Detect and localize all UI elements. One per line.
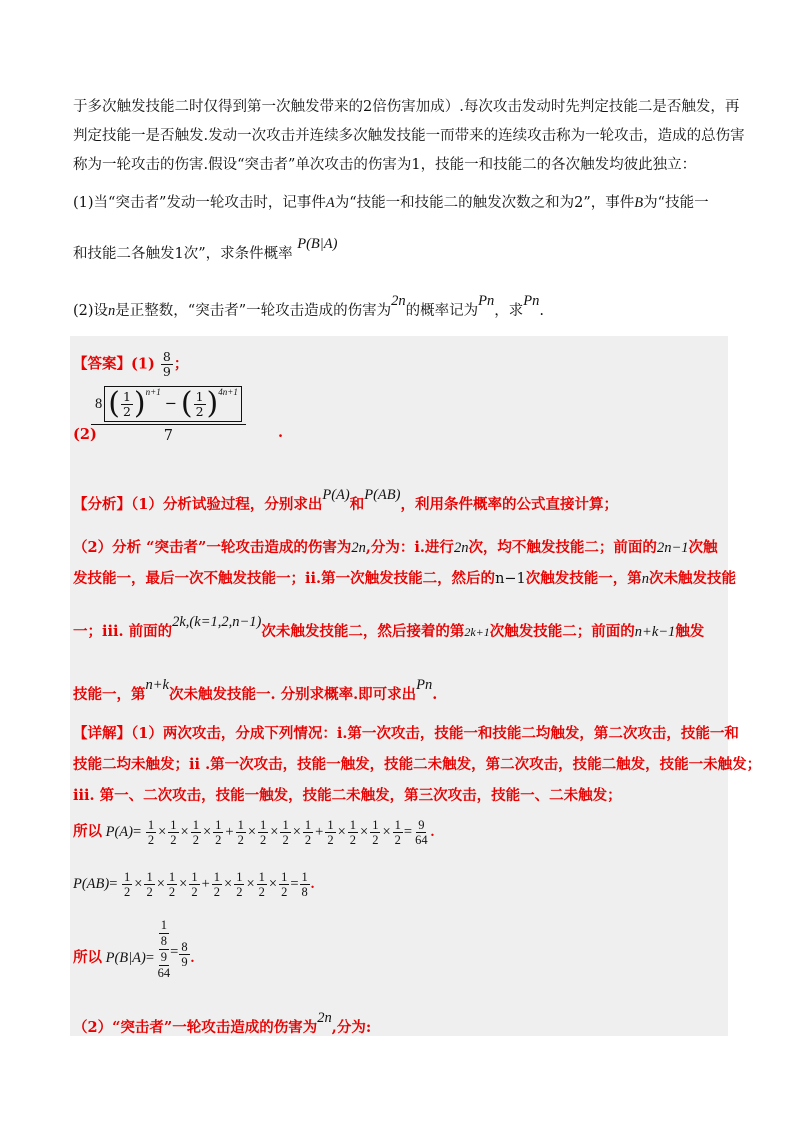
operator: × [360,823,369,840]
question-1-line-2 [73,236,730,265]
half-fraction [146,818,156,847]
answer-2-fraction [91,386,246,445]
q2-mid2: 的概率记为 [405,303,479,319]
operator: × [382,823,391,840]
analysis-label: 【分析】 [73,496,131,513]
pab-expr: P(AB) [364,487,401,503]
half-num: 1 [170,818,177,832]
q2-pn: Pn [478,293,495,309]
half-den: 2 [146,885,153,899]
half-num: 1 [282,818,289,832]
answer-1-den: 9 [162,364,171,379]
half-num: 1 [372,818,379,832]
half-den: 2 [281,885,288,899]
q2-pre: (2)设 [73,303,109,319]
analysis-line-4: 一；iii. 前面的2k,(k=1,2,n−1)次未触发技能二，然后接着的第2k+1次触发技能二；前面的n+k−1触发 [73,614,705,640]
half-den: 2 [192,833,199,847]
q1-text-pre: (1)当“突击者”发动一轮攻击时，记事件 [73,195,326,211]
detail-part-2: （2）“突击者”一轮攻击造成的伤害为2n,分为: [73,1010,372,1036]
half-num: 1 [327,818,334,832]
q2-pn-2: Pn [523,293,540,309]
half-num: 1 [304,818,312,832]
half-den: 2 [147,833,155,847]
pba-formula: 所以 P(B|A)= 1 8 9 64 = $\frac{8}{9}$ . [73,918,195,980]
half-den: 2 [168,885,176,899]
half-fraction [393,818,403,847]
half-den: 2 [349,833,356,847]
half-den: 2 [124,885,131,899]
q2-post: ，求 [494,303,524,319]
q1-text-post: 为“技能一 [643,195,709,211]
half-num: 1 [281,870,288,884]
half-fraction [144,870,154,899]
operator: × [268,875,278,892]
detail-line-2: 技能二均未触发；ii .第一次攻击，技能一触发，技能二未触发，第二次攻击，技能二触发，技能一未触发； [73,756,762,773]
half-num: 1 [124,870,131,884]
operator: × [247,823,256,840]
half-den: 2 [191,885,198,899]
half-den: 2 [282,833,289,847]
problem-line-2: 判定技能一是否触发.发动一次攻击并连续多次触发技能一而带来的连续攻击称为一轮攻击，造成的总伤害 [73,128,745,144]
answer-line-2 [73,386,730,456]
half-fraction [213,818,223,847]
half-den: 2 [260,833,267,847]
detail-line-3: iii. 第一、二次攻击，技能一触发，技能二未触发，第三次攻击，技能一、二未触发； [73,787,622,804]
half-fraction [189,870,199,899]
half-1: $\frac{1}{2}$ [122,388,131,419]
event-a: A [325,195,335,211]
answer-line-1 [73,350,730,379]
conditional-probability-expr: P(B|A) [297,236,338,252]
q2-mid: 是正整数，“突击者”一轮攻击造成的伤害为 [115,303,392,319]
analysis-line-3: 发技能一，最后一次不触发技能一；ii.第一次触发技能二，然后的n−1次触发技能一，第n次未触发技能 [73,570,737,587]
answer-2-numerator [91,386,246,425]
problem-line-3: 称为一轮攻击的伤害.假设“突击者”单次攻击的伤害为1，技能一和技能二的各次触发均彼此独立： [73,157,697,173]
half-num: 1 [146,870,153,884]
question-1-line-1 [73,192,730,214]
half-fraction [257,870,267,899]
half-fraction [348,818,358,847]
operator: × [179,875,188,892]
analysis-line-1: 【分析】（1）分析试验过程，分别求出P(A)和P(AB)，利用条件概率的公式直接计算； [73,487,618,513]
half-den: 2 [304,833,312,847]
half-den: 2 [213,885,221,899]
half-num: 1 [215,818,222,832]
operator: × [202,823,212,840]
half-num: 1 [258,870,265,884]
operator: + [225,823,234,840]
half-fraction [325,818,335,847]
pab-result: $\frac{1}{8}$ [301,870,308,899]
half-num: 1 [147,818,155,832]
operator: × [180,823,189,840]
operator: × [246,875,255,892]
half-2: $\frac{1}{2}$ [195,388,204,419]
half-den: 2 [372,833,379,847]
answer-2-denominator: 7 [163,428,174,444]
answer-1-end: ； [173,355,189,373]
answer-2-bracket: ( $\frac{1}{2}$ ) $^{n+1}$ − ( $\frac{1}{2}$ ) $^{4n+1}$ [104,386,242,422]
half-den: 2 [237,833,244,847]
half-fraction [234,870,244,899]
half-num: 1 [191,870,198,884]
half-num: 1 [237,818,244,832]
operator: + [201,875,210,892]
operator: × [292,823,301,840]
operator: × [270,823,279,840]
half-fraction [370,818,380,847]
answer-2-end: . [278,424,284,441]
operator: × [158,823,167,840]
half-num: 1 [192,818,199,832]
half-den: 2 [236,885,243,899]
problem-line-1: 于多次触发技能二时仅得到第一次触发带来的2倍伤害加成）.每次攻击发动时先判定技能二是否触发，再 [73,99,740,115]
half-fraction [236,818,246,847]
compound-fraction: 1 8 9 64 [157,918,171,980]
half-num: 1 [213,870,221,884]
q1-text-2: 和技能二各触发1次”，求条件概率 [73,246,293,262]
half-den: 2 [394,833,401,847]
answer-2-coef: 8 [95,396,103,412]
half-fraction [168,818,178,847]
answer-1-num: 8 [162,349,171,364]
half-fraction [167,870,177,899]
exp-1: n+1 [145,387,161,397]
half-den: 2 [215,833,222,847]
event-b: B [634,195,644,211]
pa-result: $\frac{9}{64}$ [415,818,428,847]
answer-1-fraction [161,350,173,379]
half-num: 1 [260,818,267,832]
half-fraction [191,818,201,847]
half-num: 1 [394,818,401,832]
analysis-line-5: 技能一，第n+k次未触发技能一. 分别求概率.即可求出Pn. [73,677,438,703]
half-num: 1 [236,870,243,884]
pa-expr: P(A) [322,487,350,503]
pab-formula: P(AB)= $\frac{1}{2}$ × $\frac{1}{2}$ × $\frac{1}{2}$ × $\frac{1}{2}$ + $\frac{1}{2}$ × $\frac{1}{2}$ × $\frac{1}{2}$ × $\frac{1}{2}$ = $\frac{1}{8}$ . [73,870,315,899]
exp-2: 4n+1 [218,387,238,397]
q2-damage-2n: 2n [391,293,406,309]
half-fraction [303,818,313,847]
operator: × [224,875,233,892]
q1-text-mid: 为“技能一和技能二的触发次数之和为2”，事件 [334,195,635,211]
pba-result: $\frac{8}{9}$ [181,940,188,969]
half-fraction [280,818,290,847]
answer-2-label: (2) [73,426,97,443]
pa-formula: 所以 P(A)= $\frac{1}{2}$ × $\frac{1}{2}$ × $\frac{1}{2}$ × $\frac{1}{2}$ + $\frac{1}{2}$ × $\frac{1}{2}$ × $\frac{1}{2}$ × $\frac{1}{2}$ + $\frac{1}{2}$ × $\frac{1}{2}$ × $\frac{1}{2}$ × $\frac{1}{2}$ = $\frac{9}{64}$ . [73,818,435,847]
analysis-line-2: （2）分析 “突击者”一轮攻击造成的伤害为2n,分为：i.进行2n次，均不触发技能二；前面的2n−1次触 [73,539,718,556]
operator: × [134,875,143,892]
answer-label: 【答案】(1) [73,355,155,373]
question-2-line [73,293,730,322]
operator: × [337,823,346,840]
detail-label: 【详解】 [73,725,131,742]
detail-line-1: 【详解】（1）两次攻击，分成下列情况：i.第一次攻击，技能一和技能二均触发，第二次攻击，技能一和 [73,725,739,742]
q2-end: . [539,303,544,319]
half-fraction [212,870,222,899]
half-fraction [279,870,289,899]
half-den: 2 [258,885,265,899]
half-den: 2 [170,833,177,847]
operator: + [315,823,324,840]
half-num: 1 [349,818,356,832]
half-den: 2 [327,833,334,847]
q2-n: n [108,303,116,319]
half-fraction [258,818,268,847]
half-fraction [122,870,132,899]
operator: × [156,875,165,892]
half-num: 1 [168,870,176,884]
